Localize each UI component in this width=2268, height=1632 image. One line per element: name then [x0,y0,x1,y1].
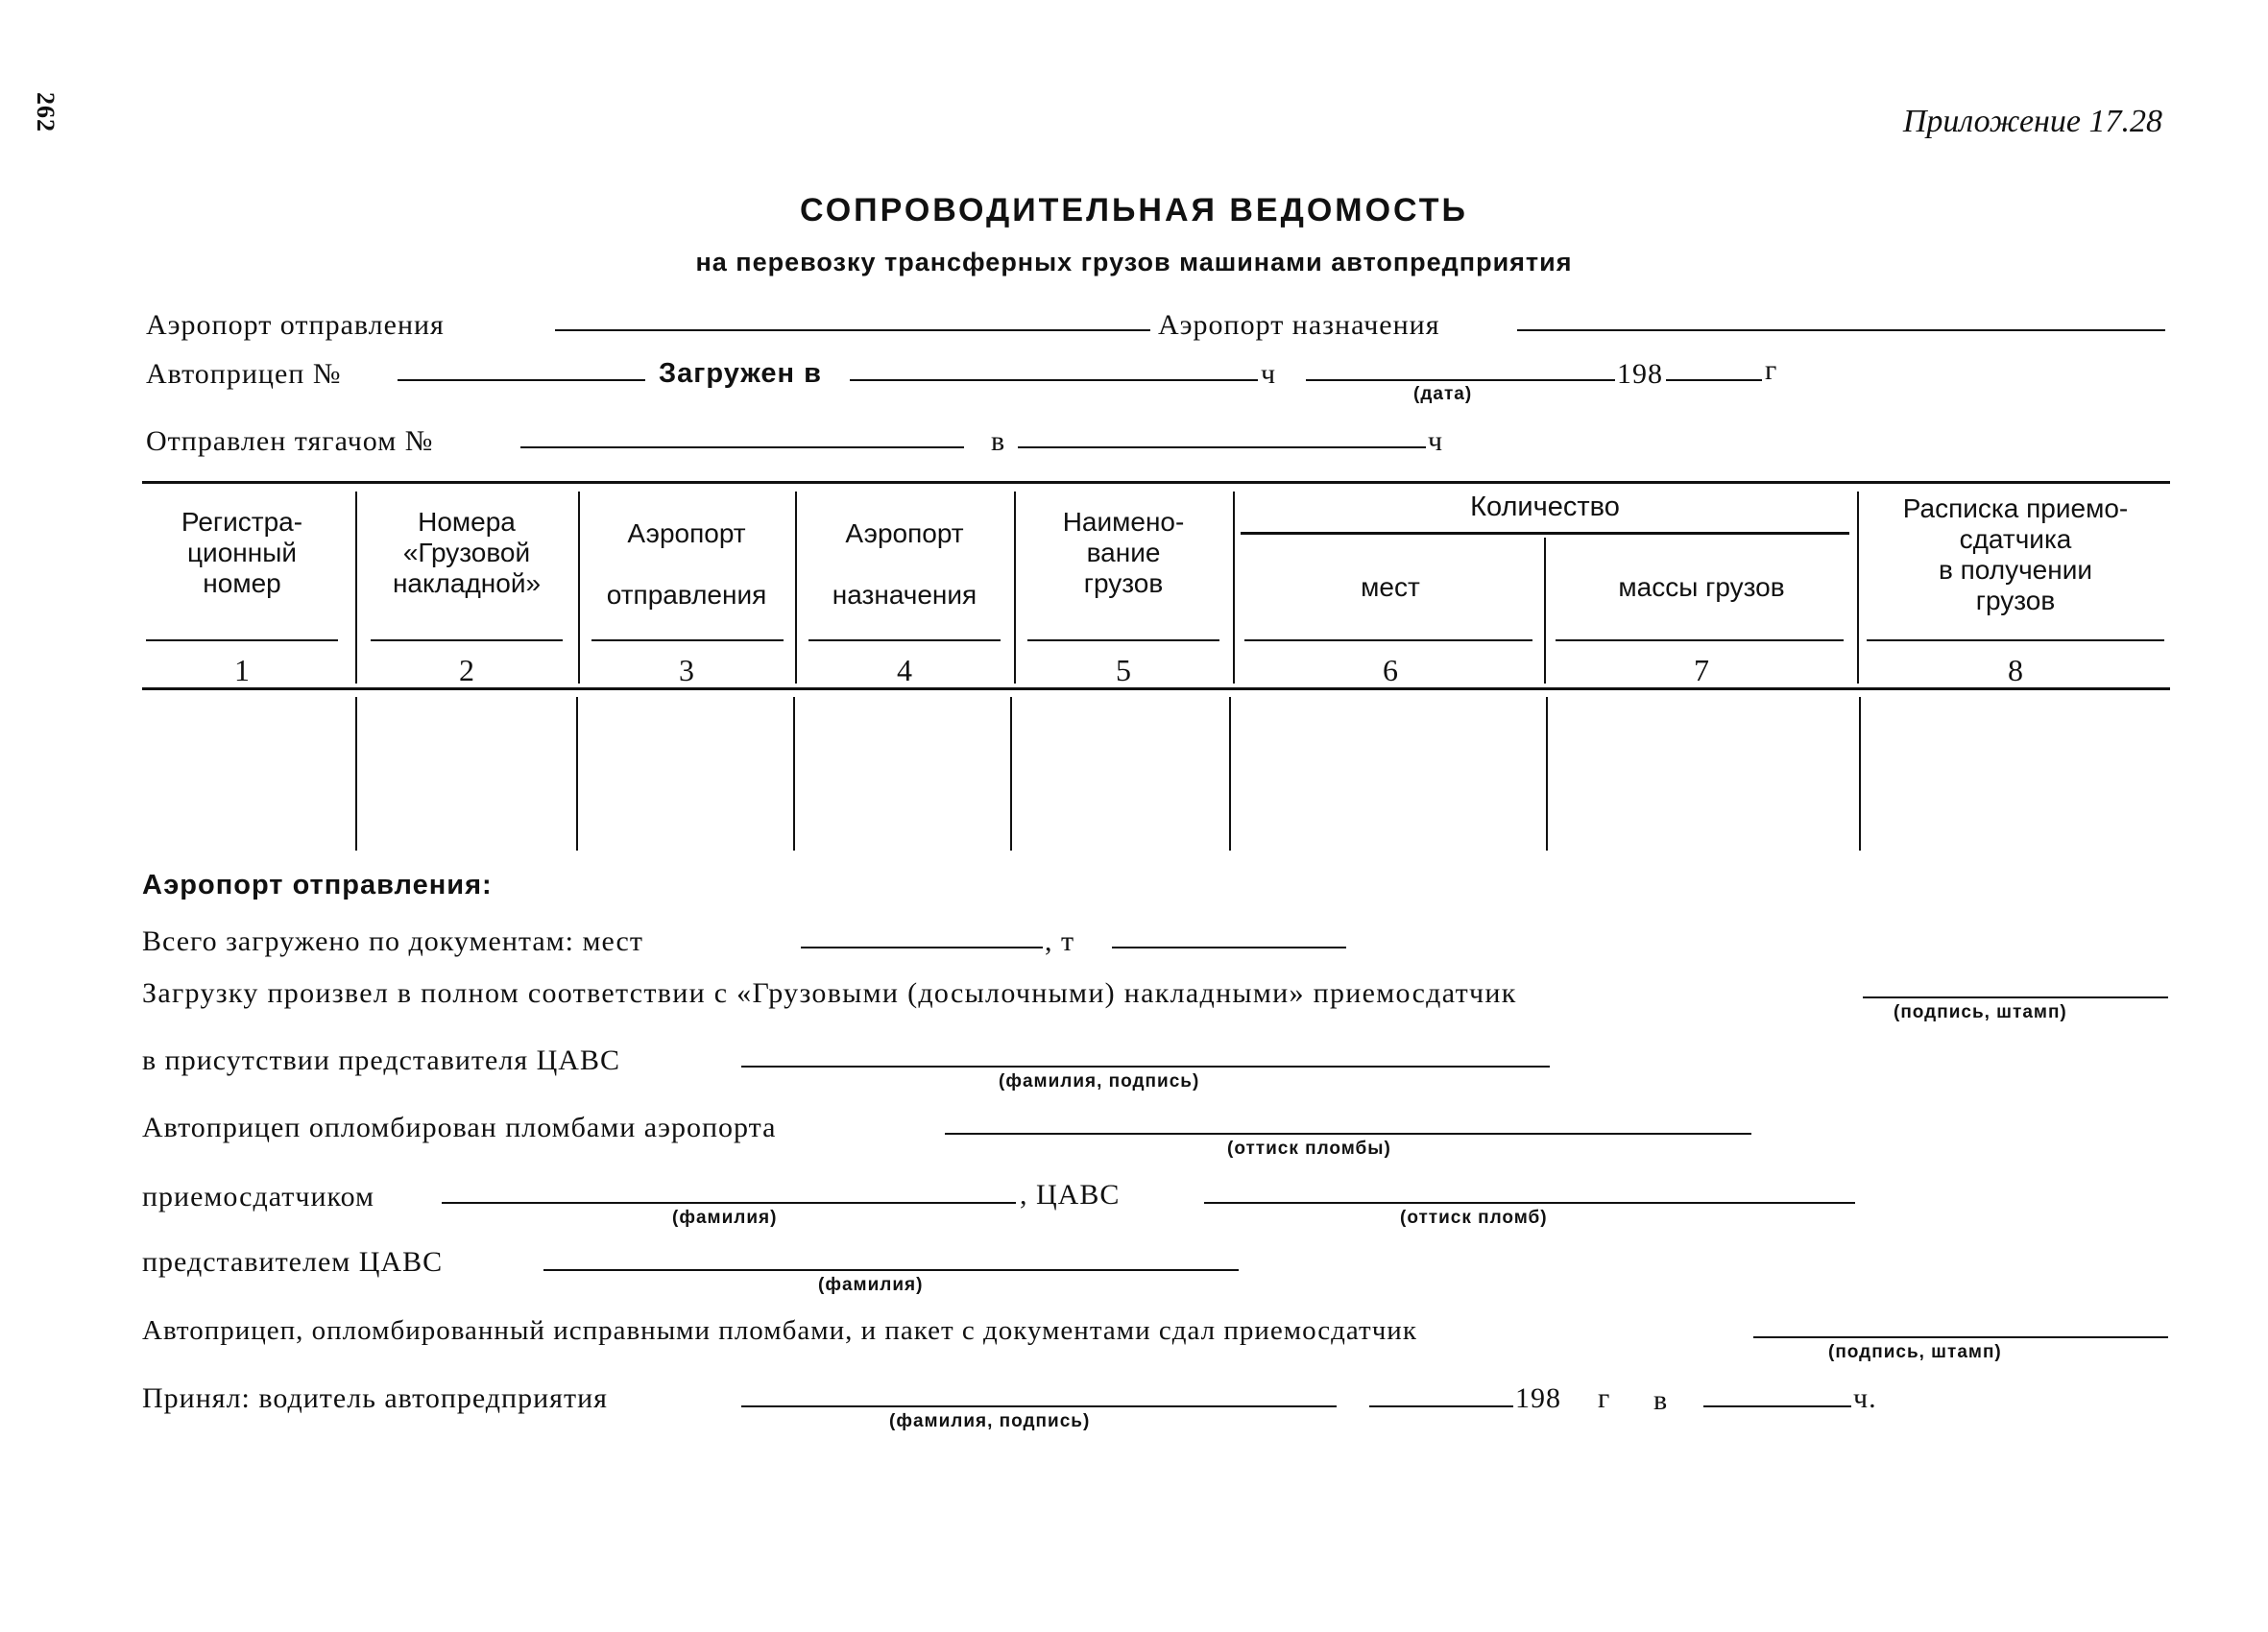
loaded-at-label: Загружен в [659,358,822,389]
col-header-receipt: Расписка приемо- сдатчика в получении грузов [1902,493,2129,615]
accepted-label: Принял: водитель автопредприятия [142,1382,608,1414]
seal-imprint-field[interactable] [945,1133,1751,1135]
col-number: 2 [459,653,474,687]
footer-section-title: Аэропорт отправления: [142,870,493,900]
header-underline [591,639,784,641]
col-header-places: мест [1361,572,1420,602]
column-divider [795,492,797,684]
header-underline [1027,639,1219,641]
handover-sign-field[interactable] [1753,1336,2168,1338]
col-header-waybill: Номера «Грузовой накладной» [392,507,542,598]
column-divider [1859,697,1861,851]
accept-hour-field[interactable] [1703,1405,1851,1407]
receiver-name-field[interactable] [442,1202,1016,1204]
sent-hour-field[interactable] [1018,446,1426,448]
by-receiver-label: приемосдатчиком [142,1181,374,1212]
sealed-label: Автоприцеп опломбирован пломбами аэропорта [142,1112,777,1143]
page-number: 262 [32,92,60,132]
column-divider [1010,697,1012,851]
header-underline [1244,639,1532,641]
accept-date-field[interactable] [1369,1405,1513,1407]
group-header-quantity: Количество [1470,492,1620,522]
header-underline [808,639,1001,641]
column-divider [793,697,795,851]
hour-unit: ч [1261,358,1277,390]
column-divider [355,492,357,684]
total-places-field[interactable] [801,947,1043,948]
header-underline [1867,639,2164,641]
column-divider [1014,492,1016,684]
seals-imprint-caption: (оттиск пломб) [1400,1208,1548,1228]
name-caption-2: (фамилия) [818,1275,924,1295]
col-number: 8 [2008,653,2023,687]
column-divider [1546,697,1548,851]
tons-label: , т [1045,925,1075,957]
sign-stamp-caption-2: (подпись, штамп) [1828,1342,2002,1362]
column-divider [578,492,580,684]
document-title: СОПРОВОДИТЕЛЬНАЯ ВЕДОМОСТЬ [800,192,1468,228]
in-presence-label: в присутствии представителя ЦАВС [142,1044,620,1076]
document-subtitle: на перевозку трансферных грузов машинами автопредприятия [695,248,1573,276]
column-divider [1233,492,1235,684]
trailer-no-field[interactable] [398,379,645,381]
loaded-hour-field[interactable] [850,379,1258,381]
rep-name-field[interactable] [543,1269,1239,1271]
col-header-cargo-name: Наимено- вание грузов [1062,507,1185,598]
column-divider [355,697,357,851]
at-label: в [991,425,1006,457]
sent-by-tractor-label: Отправлен тягачом № [146,425,434,457]
column-divider [1857,492,1859,684]
tsavs-rep-field[interactable] [741,1066,1550,1068]
sign-stamp-caption: (подпись, штамп) [1894,1002,2067,1022]
trailer-no-label: Автоприцеп № [146,358,342,390]
col-header-mass: массы грузов [1618,572,1785,602]
col-number: 3 [679,653,694,687]
year-suffix-2: г [1598,1382,1611,1414]
header-underline [146,639,338,641]
departure-airport-field[interactable] [555,329,1150,331]
total-loaded-label: Всего загружено по документам: мест [142,925,643,957]
hour-unit-3: ч. [1853,1382,1877,1414]
col-number: 5 [1116,653,1131,687]
seal-imprint-caption: (оттиск пломбы) [1227,1139,1391,1159]
destination-airport-field[interactable] [1517,329,2165,331]
col-number: 6 [1383,653,1398,687]
group-underline [1241,532,1849,535]
name-sign-caption-2: (фамилия, подпись) [889,1411,1091,1431]
year-suffix: г [1765,354,1778,386]
table-top-rule [142,481,2170,484]
departure-airport-label: Аэропорт отправления [146,309,445,341]
by-rep-label: представителем ЦАВС [142,1246,444,1278]
header-underline [1556,639,1844,641]
date-field[interactable] [1306,379,1615,381]
col-number: 7 [1694,653,1709,687]
appendix-label: Приложение 17.28 [1902,104,2162,139]
col-header-departure: Аэропорт отправления [606,518,767,610]
year-field[interactable] [1666,379,1762,381]
header-underline [371,639,563,641]
name-caption: (фамилия) [672,1208,778,1228]
tsavs-label: , ЦАВС [1020,1179,1121,1211]
receiver-sign-field[interactable] [1863,996,2168,998]
destination-airport-label: Аэропорт назначения [1158,309,1440,341]
year-prefix-2: 198 [1515,1382,1561,1414]
driver-field[interactable] [741,1405,1337,1407]
col-header-destination: Аэропорт назначения [832,518,977,610]
col-number: 4 [897,653,912,687]
col-number: 1 [234,653,250,687]
tsavs-seal-field[interactable] [1204,1202,1855,1204]
handed-over-label: Автоприцеп, опломбированный исправными пломбами, и пакет с документами сдал приемосдатчик [142,1315,1417,1346]
column-divider [576,697,578,851]
total-tons-field[interactable] [1112,947,1346,948]
year-prefix: 198 [1617,358,1663,390]
column-divider [1544,538,1546,684]
column-divider [1229,697,1231,851]
tractor-no-field[interactable] [520,446,964,448]
hour-unit-2: ч [1428,425,1444,457]
name-sign-caption: (фамилия, подпись) [999,1071,1200,1092]
at-label-2: в [1653,1384,1669,1416]
col-header-reg-number: Регистра- ционный номер [181,507,303,598]
date-caption: (дата) [1413,384,1473,404]
loading-done-label: Загрузку произвел в полном соответствии с «Грузовыми (досылочными) накладными» приемосдатчик [142,977,1517,1009]
